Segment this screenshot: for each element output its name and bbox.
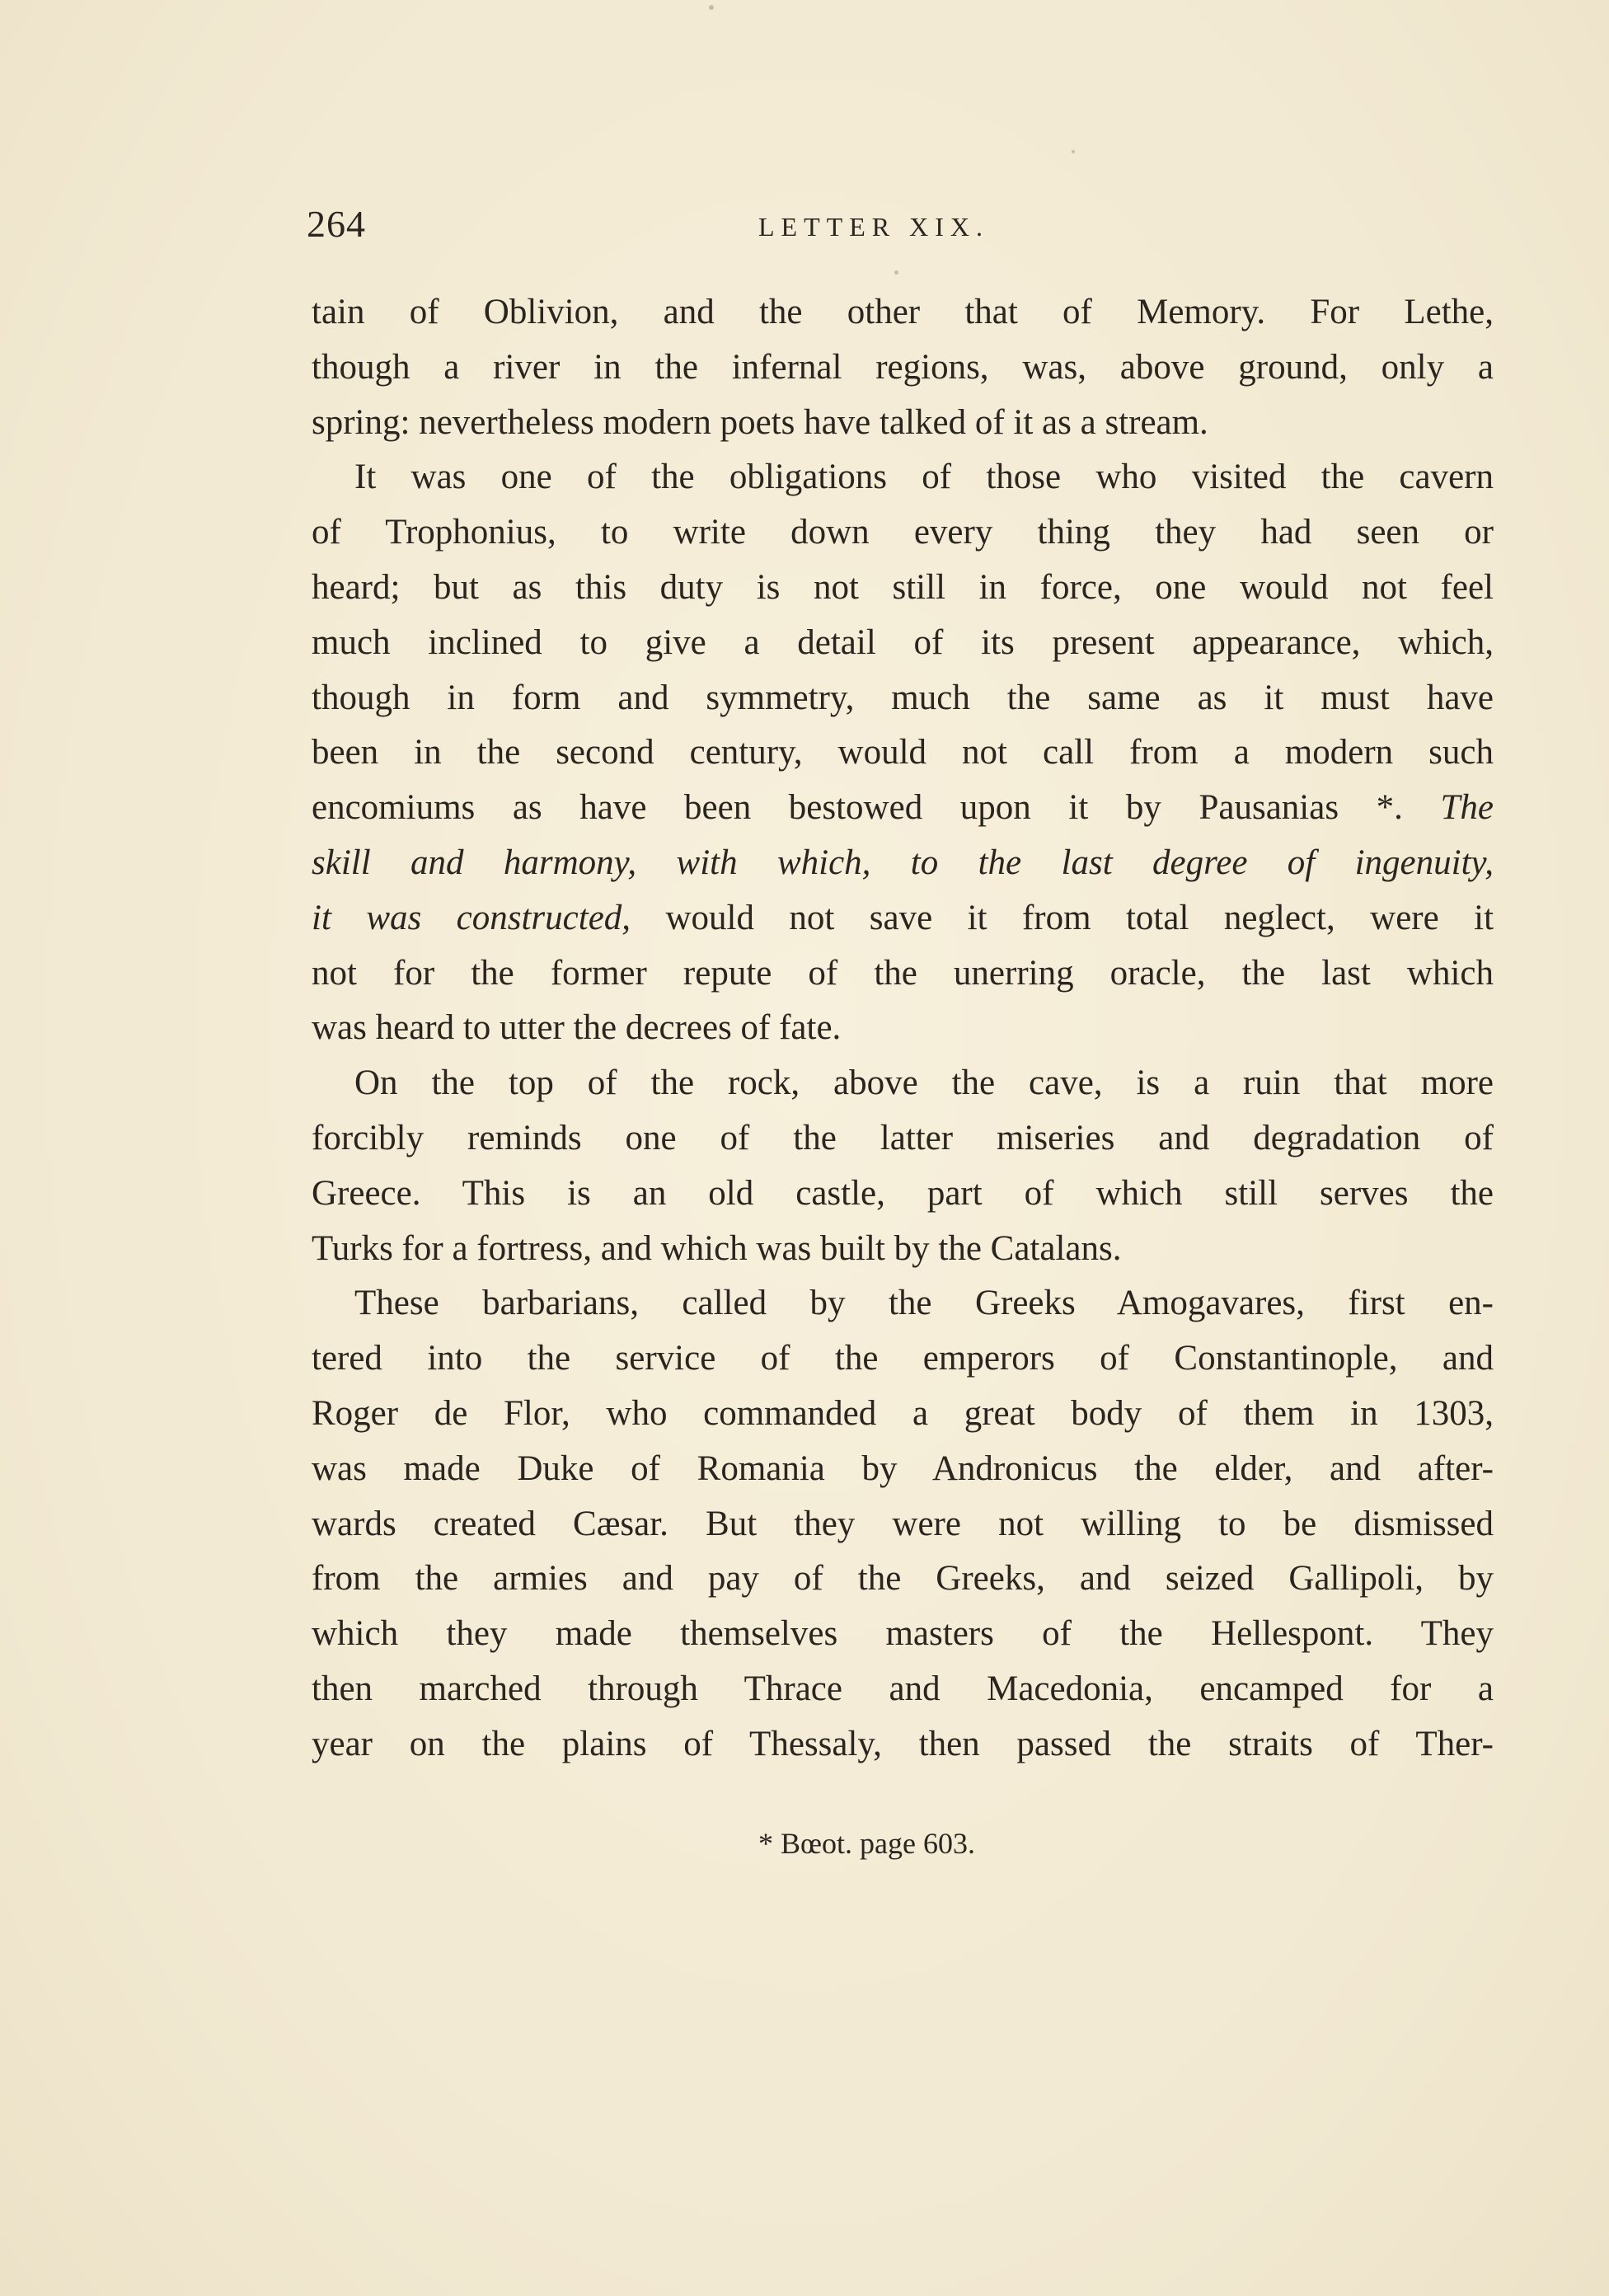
paper-speck [894,270,898,275]
text-line: Greece. This is an old castle, part of which still serves the [312,1173,1494,1213]
body-text [312,285,1494,1772]
text-line: was heard to utter the decrees of fate. [312,1008,842,1048]
text-line [312,891,1494,946]
text-line: tered into the service of the emperors of Constantinople, and [312,1339,1494,1378]
text-line: of Trophonius, to write down every thing they had seen or [312,513,1494,552]
text-line: though a river in the infernal regions, was, above ground, only a [312,347,1494,387]
text-line-italic: skill and harmony, with which, to the last degree of ingenuity, [312,843,1494,882]
text-segment: would not save it from total neglect, were it [665,898,1494,937]
text-line: though in form and symmetry, much the same as it must have [312,678,1494,717]
text-line: which they made themselves masters of the Hellespont. They [312,1614,1494,1654]
text-line: heard; but as this duty is not still in force, one would not feel [312,567,1494,607]
text-line: spring: nevertheless modern poets have talked of it as a stream. [312,402,1208,442]
text-line: not for the former repute of the unerring oracle, the last which [312,953,1494,993]
page-header [307,194,1494,260]
text-line: On the top of the rock, above the cave, is a ruin that more [354,1063,1494,1103]
text-line [312,781,1494,836]
text-line: Turks for a fortress, and which was built by the Catalans. [312,1228,1122,1268]
text-line: tain of Oblivion, and the other that of Memory. For Lethe, [312,293,1494,331]
text-line: forcibly reminds one of the latter miseries and degradation of [312,1118,1494,1157]
page-number: 264 [307,203,366,245]
text-line: from the armies and pay of the Greeks, and seized Gallipoli, by [312,1559,1494,1599]
italic-segment: The [1440,788,1494,828]
text-line: year on the plains of Thessaly, then passed the straits of Ther- [312,1724,1494,1763]
footnote: * Bœot. page 603. [758,1827,975,1860]
text-line: been in the second century, would not call from a modern such [312,733,1494,772]
text-line: It was one of the obligations of those who visited the cavern [354,458,1494,497]
text-line: then marched through Thrace and Macedonia, encamped for a [312,1669,1494,1708]
text-line: was made Duke of Romania by Andronicus the elder, and after- [312,1448,1494,1488]
text-line: These barbarians, called by the Greeks Amogavares, first en- [354,1284,1494,1323]
italic-segment: it was constructed, [312,898,631,937]
text-line: Roger de Flor, who commanded a great body of them in 1303, [312,1393,1494,1433]
text-line: wards created Cæsar. But they were not willing to be dismissed [312,1504,1494,1543]
paper-speck [1072,150,1075,153]
text-line: much inclined to give a detail of its present appearance, which, [312,622,1494,662]
paper-speck [709,5,714,10]
text-segment: encomiums as have been bestowed upon it by Pausanias *. [312,788,1403,828]
running-head: LETTER XIX. [758,212,989,242]
